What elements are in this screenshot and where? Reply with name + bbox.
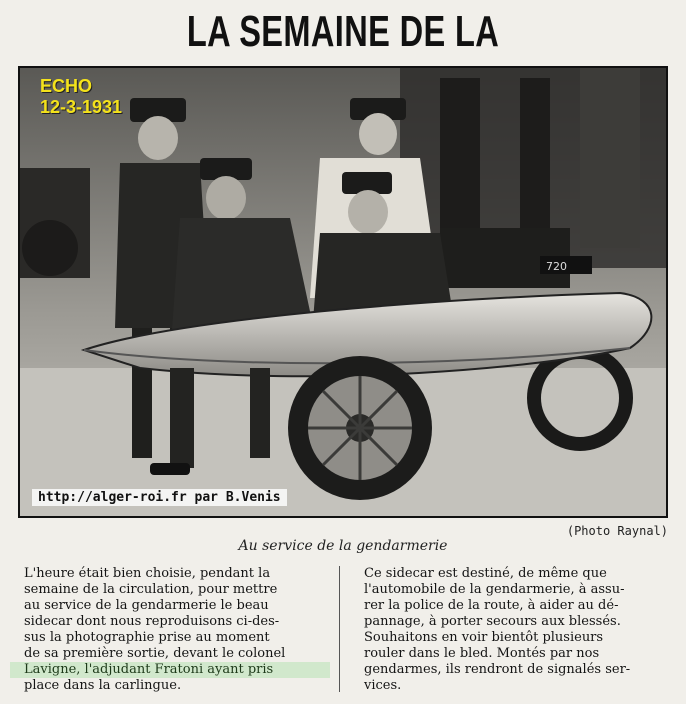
photo-caption: Au service de la gendarmerie bbox=[238, 538, 448, 554]
svg-text:720: 720 bbox=[546, 260, 567, 273]
text-line: gendarmes, ils rendront de signalés ser- bbox=[364, 662, 631, 677]
text-line: vices. bbox=[364, 678, 402, 693]
text-line: l'automobile de la gendarmerie, à assu- bbox=[364, 582, 625, 597]
text-line: sidecar dont nous reproduisons ci-des- bbox=[24, 614, 280, 629]
echo-stamp bbox=[40, 76, 122, 118]
text-line-highlighted: Lavigne, l'adjudant Fratoni ayant pris bbox=[10, 662, 330, 678]
article-paragraph bbox=[10, 566, 330, 694]
photo bbox=[18, 66, 668, 518]
text-line: Souhaitons en voir bientôt plusieurs bbox=[364, 630, 604, 645]
text-line: au service de la gendarmerie le beau bbox=[24, 598, 269, 613]
text-line: Ce sidecar est destiné, de même que bbox=[364, 566, 607, 581]
echo-date: 12-3-1931 bbox=[40, 97, 123, 117]
text-line: sus la photographie prise au moment bbox=[24, 630, 270, 645]
article-paragraph bbox=[350, 566, 672, 630]
text-line: place dans la carlingue. bbox=[24, 678, 182, 693]
text-line: rer la police de la route, à aider au dé- bbox=[364, 598, 619, 613]
echo-source: ECHO bbox=[40, 76, 93, 96]
article-left-column bbox=[10, 566, 330, 694]
text-line: L'heure était bien choisie, pendant la bbox=[24, 566, 271, 581]
headline: LA SEMAINE DE LA bbox=[186, 7, 500, 56]
text-line: de sa première sortie, devant le colonel bbox=[24, 646, 286, 661]
watermark: http://alger-roi.fr par B.Venis bbox=[32, 489, 287, 506]
text-line: semaine de la circulation, pour mettre bbox=[24, 582, 278, 597]
article-paragraph bbox=[350, 630, 672, 694]
photo-sidecar-gendarmes bbox=[20, 68, 666, 516]
text-line: rouler dans le bled. Montés par nos bbox=[364, 646, 600, 661]
text-line: pannage, à porter secours aux blessés. bbox=[364, 614, 621, 629]
column-divider bbox=[339, 566, 340, 692]
photo-credit: (Photo Raynal) bbox=[566, 524, 668, 538]
article-right-column bbox=[350, 566, 672, 694]
